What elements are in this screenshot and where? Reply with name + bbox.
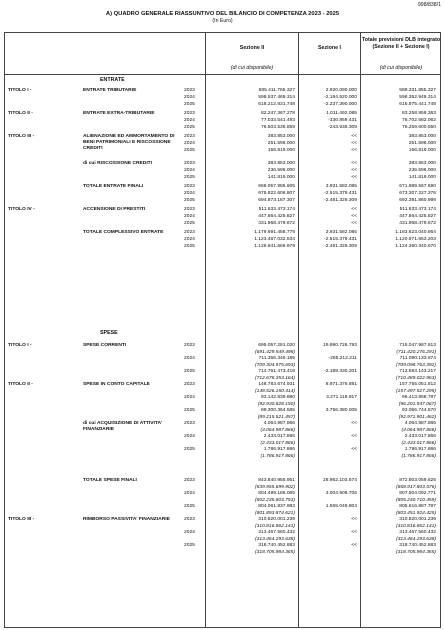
available-totale: (868.917.803.576) [396,485,436,490]
value-sezione-1: 3.931.582.085 [325,184,357,189]
value-sezione-1: 1.555.049.804 [325,504,357,509]
value-totale: 596.352.949.314 [399,95,436,100]
value-totale: 141.819.000 [408,175,436,180]
row-year: 2024 [184,168,195,173]
available-sezione-2: (92.930.828.150) [257,402,295,407]
value-totale: 156.819.000 [408,148,436,153]
value-totale: 872.803.059.625 [399,478,436,483]
row-description: ENTRATE EXTRA-TRIBUTARIE [83,111,155,116]
value-sezione-2: 77.033.541.493 [261,118,295,123]
value-sezione-2: 598.537.469.314 [258,95,295,100]
available-sezione-2: (709.304.975.693) [255,363,295,368]
row-year: 2023 [184,207,195,212]
row-year: 2025 [184,175,195,180]
value-sezione-2: 695.057.281.020 [258,343,295,348]
available-totale: (318.705.984.365) [396,550,436,555]
value-totale: 805.616.887.787 [399,504,436,509]
row-title-label: TITOLO IV - [8,207,35,212]
available-totale: (709.098.763.392) [396,363,436,368]
available-totale: (1.786.917.866) [401,454,436,459]
row-year: 2025 [184,244,195,249]
row-year: 2025 [184,543,195,548]
value-sezione-2: 89.300.364.585 [261,408,295,413]
value-totale: 310.820.001.239 [399,517,436,522]
value-sezione-2: 618.212.831.748 [258,102,295,107]
header-sezione-2-note: (di cui disponibile) [230,65,274,71]
value-sezione-2: 511.633.473.174 [258,207,295,212]
value-sezione-1: << [351,434,357,439]
row-year: 2023 [184,184,195,189]
row-year: 2024 [184,237,195,242]
header-sezione-2: Sezione II [239,45,265,51]
value-sezione-1: -2.237.390.000 [324,102,357,107]
value-totale: 711.090.133.974 [399,356,436,361]
available-totale: (4.064.987.866) [401,428,436,433]
value-totale: 692.391.860.998 [399,198,436,203]
value-totale: 83.258.859.363 [402,111,436,116]
value-sezione-2: 1.123.487.032.634 [254,237,295,242]
row-title-label: TITOLO I - [8,343,32,348]
header-totale-note: (di cui disponibile) [379,65,423,71]
value-sezione-2: 82.247.367.278 [261,111,295,116]
value-sezione-1: 3.756.380.005 [325,408,357,413]
row-description: TOTALE SPESE FINALI [83,478,137,483]
value-totale: 157.755.051.812 [399,382,436,387]
row-description: ALIENAZIONE ED AMMORTAMENTO DI BENI PATRIMONIALI E RISCOSSIONE CREDITI [83,134,175,151]
value-sezione-1: -2.515.379.431 [324,237,357,242]
header-totale: Totale previsioni DLB integrato (Sezione II + Sezione I) [361,37,441,50]
value-totale: 715.047.987.813 [399,343,436,348]
value-sezione-1: 3.931.582.085 [325,230,357,235]
value-sezione-2: 251.596.000 [267,141,295,146]
row-year: 2024 [184,118,195,123]
value-totale: 615.975.441.748 [399,102,436,107]
document-title: A) QUADRO GENERALE RIASSUNTIVO DEL BILANCIO DI COMPETENZA 2023 - 2025 [105,11,340,17]
available-totale: (96.201.947.067) [398,402,436,407]
value-totale: 4.064.987.866 [404,421,436,426]
header-divider [4,74,441,75]
value-sezione-1: << [351,447,357,452]
row-year: 2024 [184,395,195,400]
available-sezione-2: (4.064.987.866) [260,428,295,433]
value-sezione-2: 675.822.606.807 [258,191,295,196]
value-sezione-2: 156.819.000 [267,148,295,153]
value-sezione-2: 313.467.560.432 [258,530,295,535]
value-sezione-1: << [351,148,357,153]
value-totale: 383.853.000 [408,161,436,166]
available-sezione-2: (691.429.549.498) [255,350,295,355]
value-sezione-2: 668.057.985.605 [258,184,295,189]
value-totale: 1.120.971.653.203 [395,237,436,242]
available-sezione-2: (801.893.874.621) [255,511,295,516]
available-totale: (805.240.710.459) [396,498,436,503]
row-title-label: TITOLO II - [8,382,33,387]
value-sezione-1: 2.920.090.000 [325,88,357,93]
row-year: 2023 [184,111,195,116]
value-totale: 712.593.143.217 [399,369,436,374]
available-sezione-2: (318.705.984.365) [255,550,295,555]
value-sezione-2: 694.873.187.307 [258,198,295,203]
row-year: 2023 [184,230,195,235]
value-sezione-2: 431.968.479.672 [258,221,295,226]
value-totale: 76.702.682.062 [402,118,436,123]
column-divider [205,32,206,628]
value-totale: 447.664.425.827 [399,214,436,219]
value-sezione-1: << [351,161,357,166]
value-sezione-2: 1.786.917.866 [263,447,295,452]
row-year: 2025 [184,447,195,452]
row-description: TOTALE COMPLESSIVO ENTRATE [83,230,164,235]
value-sezione-1: -243.936.309 [328,125,357,130]
value-totale: 1.786.917.866 [404,447,436,452]
value-sezione-1: << [351,141,357,146]
row-year: 2025 [184,408,195,413]
value-sezione-1: -330.859.431 [328,118,357,123]
row-description: ENTRATE TRIBUTARIE [83,88,137,93]
value-sezione-1: -2.481.326.309 [324,244,357,249]
value-sezione-2: 236.596.000 [267,168,295,173]
value-totale: 383.853.000 [408,134,436,139]
available-totale: (310.816.862.141) [396,524,436,529]
value-sezione-2: 585.411.765.327 [258,88,295,93]
value-totale: 673.307.227.376 [399,191,436,196]
section-entrate: ENTRATE [100,77,125,83]
available-sezione-2: (313.464.293.638) [255,537,295,542]
value-sezione-1: 3.271.118.917 [326,395,357,400]
row-year: 2023 [184,134,195,139]
value-sezione-2: 310.820.001.239 [258,517,295,522]
value-totale: 2.433.017.866 [404,434,436,439]
value-totale: 318.740.452.883 [399,543,436,548]
value-totale: 431.968.479.672 [399,221,436,226]
row-description: di cui ACQUISIZIONE DI ATTIVITA' FINANZIARIE [83,421,163,432]
row-year: 2025 [184,125,195,130]
available-totale: (711.420.276.291) [396,350,436,355]
row-year: 2024 [184,530,195,535]
section-spese: SPESE [100,330,118,336]
available-sezione-2: (712.678.353.164) [255,376,295,381]
available-sezione-2: (1.786.917.866) [260,454,295,459]
row-year: 2025 [184,198,195,203]
value-totale: 588.331.855.327 [399,88,436,93]
document-subtitle: (In Euro) [212,18,233,24]
value-sezione-1: 8.971.376.881 [325,382,357,387]
available-sezione-2: (2.433.017.866) [260,441,295,446]
row-year: 2024 [184,141,195,146]
value-totale: 236.596.000 [408,168,436,173]
value-sezione-1: << [351,221,357,226]
value-sezione-1: << [351,530,357,535]
value-totale: 76.259.600.550 [402,125,436,130]
value-sezione-1: -2.189.330.201 [324,369,357,374]
value-sezione-2: 383.853.000 [267,134,295,139]
row-year: 2024 [184,491,195,496]
value-totale: 251.596.000 [408,141,436,146]
value-totale: 1.183.623.040.864 [395,230,436,235]
row-year: 2025 [184,102,195,107]
value-sezione-2: 711.356.346.185 [258,356,295,361]
value-sezione-2: 318.740.452.883 [258,543,295,548]
row-year: 2025 [184,221,195,226]
available-totale: (803.451.924.425) [396,511,436,516]
value-sezione-1: << [351,175,357,180]
available-totale: (92.971.901.462) [398,415,436,420]
value-sezione-2: 843.840.955.951 [258,478,295,483]
row-year: 2023 [184,88,195,93]
value-sezione-1: << [351,134,357,139]
value-sezione-2: 4.064.987.866 [263,421,295,426]
value-sezione-1: -2.515.379.431 [324,191,357,196]
row-description: SPESE IN CONTO CAPITALE [83,382,150,387]
value-sezione-2: 1.179.691.458.779 [254,230,295,235]
available-sezione-2: (310.816.862.141) [255,524,295,529]
row-description: TOTALE ENTRATE FINALI [83,184,144,189]
available-totale: (2.433.017.866) [401,441,436,446]
row-year: 2023 [184,421,195,426]
value-sezione-1: << [351,421,357,426]
available-totale: (157.497.527.295) [396,389,436,394]
row-year: 2023 [184,161,195,166]
value-sezione-1: 19.990.726.793 [323,343,357,348]
row-year: 2023 [184,382,195,387]
value-sezione-1: << [351,168,357,173]
row-year: 2024 [184,95,195,100]
row-year: 2025 [184,504,195,509]
value-sezione-1: -2.184.520.000 [324,95,357,100]
value-sezione-2: 804.499.186.065 [258,491,295,496]
available-sezione-2: (148.526.150.414) [255,389,295,394]
value-sezione-2: 2.433.017.866 [263,434,295,439]
available-sezione-2: (802.235.803.753) [255,498,295,503]
value-sezione-2: 714.761.473.418 [258,369,295,374]
row-year: 2023 [184,343,195,348]
row-description: ACCENSIONE DI PRESTITI [83,207,146,212]
available-totale: (313.464.293.638) [396,537,436,542]
value-sezione-1: -2.481.326.309 [324,198,357,203]
row-year: 2025 [184,369,195,374]
value-totale: 96.413.958.797 [402,395,436,400]
row-year: 2024 [184,356,195,361]
value-totale: 807.504.092.771 [399,491,436,496]
row-description: SPESE CORRENTI [83,343,127,348]
value-sezione-2: 76.503.536.859 [261,125,295,130]
value-sezione-1: 1.011.492.085 [326,111,357,116]
available-totale: (710.489.022.963) [396,376,436,381]
value-sezione-1: << [351,207,357,212]
value-sezione-1: -285.212.211 [328,356,357,361]
value-totale: 93.056.744.570 [402,408,436,413]
row-year: 2024 [184,214,195,219]
value-sezione-1: 28.962.103.674 [323,478,357,483]
value-totale: 1.124.360.340.670 [395,244,436,249]
available-sezione-2: (839.955.699.902) [255,485,295,490]
value-sezione-1: << [351,214,357,219]
value-sezione-1: 3.004.906.706 [325,491,357,496]
column-divider [298,32,299,628]
document-reference: 998/838/1 [417,2,441,8]
row-title-label: TITOLO III - [8,517,35,522]
value-totale: 671.989.567.690 [399,184,436,189]
row-year: 2024 [184,434,195,439]
value-totale: 511.633.473.174 [399,207,436,212]
row-year: 2025 [184,148,195,153]
value-totale: 313.467.560.432 [399,530,436,535]
value-sezione-2: 447.664.425.827 [258,214,295,219]
row-title-label: TITOLO III - [8,134,35,139]
value-sezione-2: 148.783.674.931 [258,382,295,387]
row-description: RIMBORSO PASSIVITA' FINANZIARIE [83,517,170,522]
value-sezione-1: << [351,517,357,522]
row-description: di cui RISCOSSIONE CREDITI [83,161,153,166]
value-sezione-2: 383.853.000 [267,161,295,166]
row-title-label: TITOLO II - [8,111,33,116]
row-year: 2023 [184,517,195,522]
value-sezione-2: 804.061.837.983 [258,504,295,509]
value-sezione-2: 141.819.000 [267,175,295,180]
row-year: 2024 [184,191,195,196]
row-title-label: TITOLO I - [8,88,32,93]
row-year: 2023 [184,478,195,483]
value-sezione-2: 93.142.839.880 [261,395,295,400]
available-sezione-2: (89.215.521.457) [257,415,295,420]
header-sezione-1: Sezione I [318,45,341,51]
value-sezione-1: << [351,543,357,548]
value-sezione-2: 1.126.841.666.979 [254,244,295,249]
